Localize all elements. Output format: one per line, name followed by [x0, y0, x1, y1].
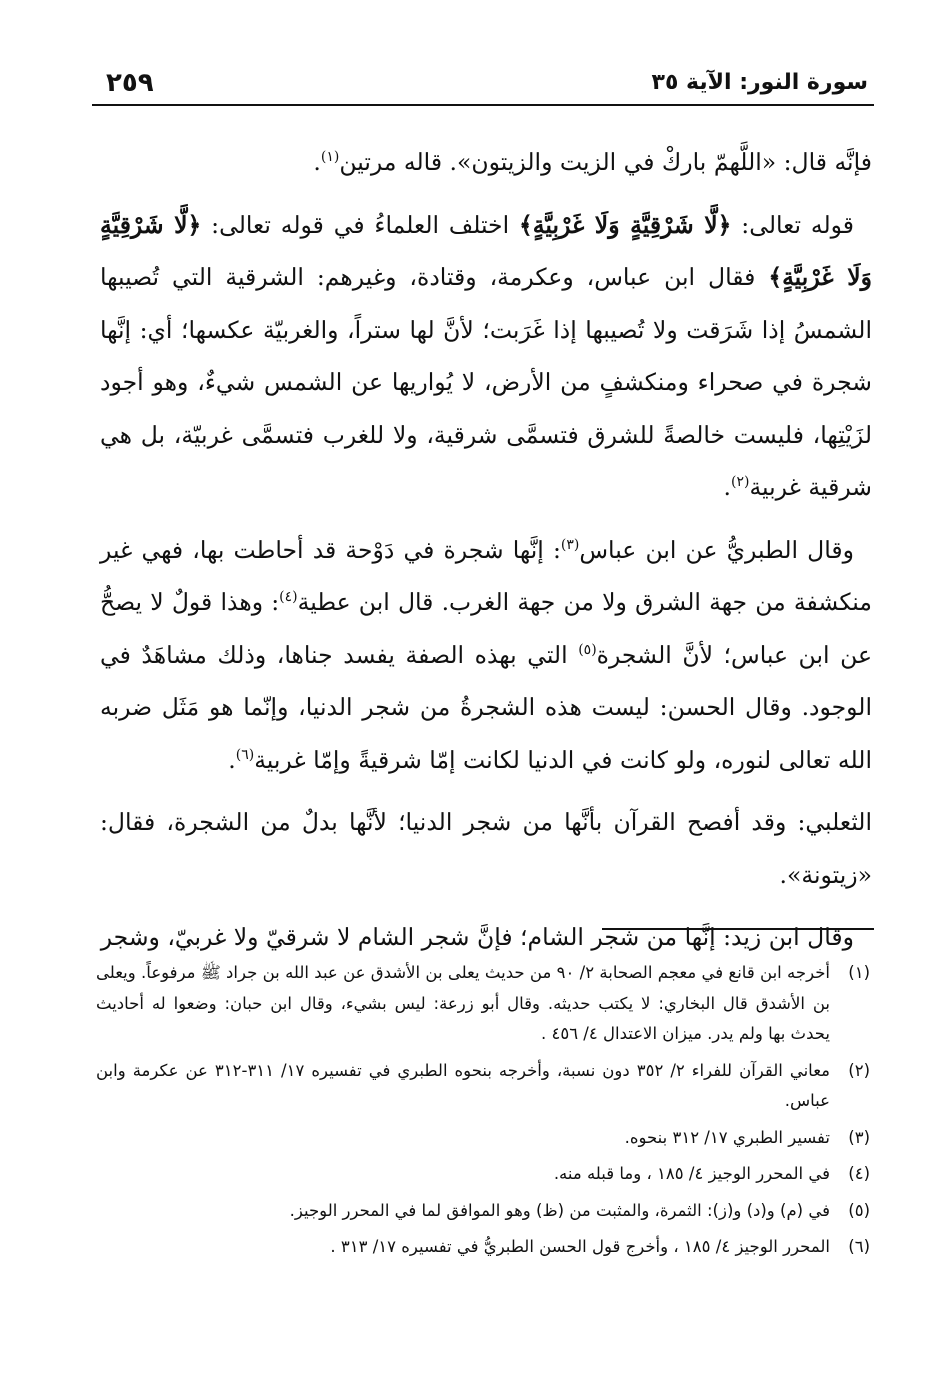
footnote-6	[96, 1232, 870, 1263]
running-title: سورة النور: الآية ٣٥	[651, 70, 868, 95]
p3-end: .	[228, 745, 236, 774]
p2-lead: قوله تعالى:	[731, 210, 854, 239]
p1-end: .	[313, 148, 321, 176]
footnote-number: (١)	[848, 963, 870, 982]
p3-text-2: : إنَّها شجرة في دَوْحة قد أحاطت بها، فهي غير منكشفة من جهة الشرق ولا من جهة الغرب. قال ابن عطية	[100, 535, 872, 616]
paragraph-1	[100, 136, 872, 189]
footnote-2	[96, 1056, 870, 1117]
paragraph-2	[100, 199, 872, 514]
paragraph-3	[100, 524, 872, 787]
footnote-ref-2: (٢)	[730, 474, 750, 491]
footnote-number: (٦)	[848, 1237, 870, 1256]
quran-quote-1: ﴿لَّا شَرْقِيَّةٍ وَلَا غَرْبِيَّةٍ﴾	[518, 210, 732, 239]
footnote-number: (٥)	[848, 1200, 870, 1220]
p2-end: .	[723, 473, 731, 501]
paragraph-4	[100, 796, 872, 901]
footnote-number: (٢)	[848, 1060, 870, 1080]
p4-text: الثعلبي: وقد أفصح القرآن بأنَّها من شجر الدنيا؛ لأنَّها بدلٌ من الشجرة، فقال: «زيتونة».	[100, 808, 872, 889]
footnote-text: المحرر الوجيز ٤/ ١٨٥ ، وأخرج قول الحسن الطبريُّ في تفسيره ١٧/ ٣١٣ .	[330, 1237, 830, 1256]
p3-text-4: التي بهذه الصفة يفسد جناها، وذلك مشاهَدٌ في الوجود. وقال الحسن: ليست هذه الشجرةُ من شجر الدنيا، وإنّما هو مَثَل ضربه الله تعالى لنوره، ولو كانت في الدنيا لكانت إمّا شرقيةً وإمّا غربية	[100, 640, 872, 774]
footnote-number: (٤)	[848, 1164, 870, 1183]
paragraph-5	[100, 911, 872, 964]
p3-text-1: وقال الطبريُّ عن ابن عباس	[579, 535, 854, 564]
p3-text-3: : وهذا قولٌ لا يصحُّ عن ابن عباس؛ لأنَّ الشجرة	[100, 588, 872, 669]
footnote-number: (٣)	[848, 1127, 870, 1147]
footnote-divider	[602, 928, 874, 930]
footnote-ref-3: (٣)	[560, 536, 580, 553]
p2-mid: اختلف العلماءُ في قوله تعالى:	[201, 210, 519, 239]
footnote-ref-5: (٥)	[578, 641, 597, 658]
p1-text: فإنَّه قال: «اللَّهمّ باركْ في الزيت والزيتون». قاله مرتين	[339, 148, 872, 176]
footnotes	[96, 958, 870, 1269]
footnote-text: تفسير الطبري ١٧/ ٣١٢ بنحوه.	[624, 1127, 830, 1147]
p5-text: وقال ابن زيد: إنَّها من شجر الشام؛ فإنَّ شجر الشام لا شرقيّ ولا غربيّ، وشجر	[100, 923, 854, 951]
p2-text: فقال ابن عباس، وعكرمة، وقتادة، وغيرهم: الشرقية التي تُصيبها الشمسُ إذا شَرَقت ولا تُصيبها إذا غَرَبت؛ لأنَّ لها ستراً، والغربيّة عكسها؛ أي: إنَّها شجرة في صحراء ومنكشفٍ من الأرض، لا يُواريها عن الشمس شيءٌ، وهو أجود لزَيْتِها، فليست خالصةً للشرق فتسمَّى شرقية، ولا للغرب فتسمَّى غربيّة، بل هي شرقية غربية	[100, 263, 872, 501]
main-text	[100, 136, 872, 964]
footnote-ref-1: (١)	[320, 149, 340, 166]
footnote-text: في المحرر الوجيز ٤/ ١٨٥ ، وما قبله منه.	[553, 1164, 830, 1183]
footnote-ref-6: (٦)	[235, 746, 255, 763]
page-header	[92, 62, 874, 106]
footnote-text: أخرجه ابن قانع في معجم الصحابة ٢/ ٩٠ من حديث يعلى بن الأشدق عن عبد الله بن جراد ﷺ مرفوعاً. ويعلى بن الأشدق قال البخاري: لا يكتب حديثه. وقال أبو زرعة: ليس بشيء، وقال ابن حبان: وضعوا له أحاديث يحدث بها ولم يدر. ميزان الاعتدال ٤/ ٤٥٦ .	[96, 963, 830, 1043]
page-number: ٢٥٩	[106, 68, 154, 98]
footnote-text: معاني القرآن للفراء ٢/ ٣٥٢ دون نسبة، وأخرجه بنحوه الطبري في تفسيره ١٧/ ٣١١-٣١٢ عن عكرمة وابن عباس.	[96, 1060, 831, 1110]
footnote-text: في (م) و(د) و(ز): الثمرة، والمثبت من (ظ) وهو الموافق لما في المحرر الوجيز.	[289, 1200, 830, 1220]
footnote-1	[96, 958, 870, 1050]
footnote-3	[96, 1123, 870, 1154]
quran-quote-2: ﴿لَّا شَرْقِيَّةٍ وَلَا غَرْبِيَّةٍ﴾	[100, 210, 872, 291]
footnote-ref-4: (٤)	[279, 589, 298, 606]
footnote-4	[96, 1159, 870, 1190]
footnote-5	[96, 1196, 870, 1227]
